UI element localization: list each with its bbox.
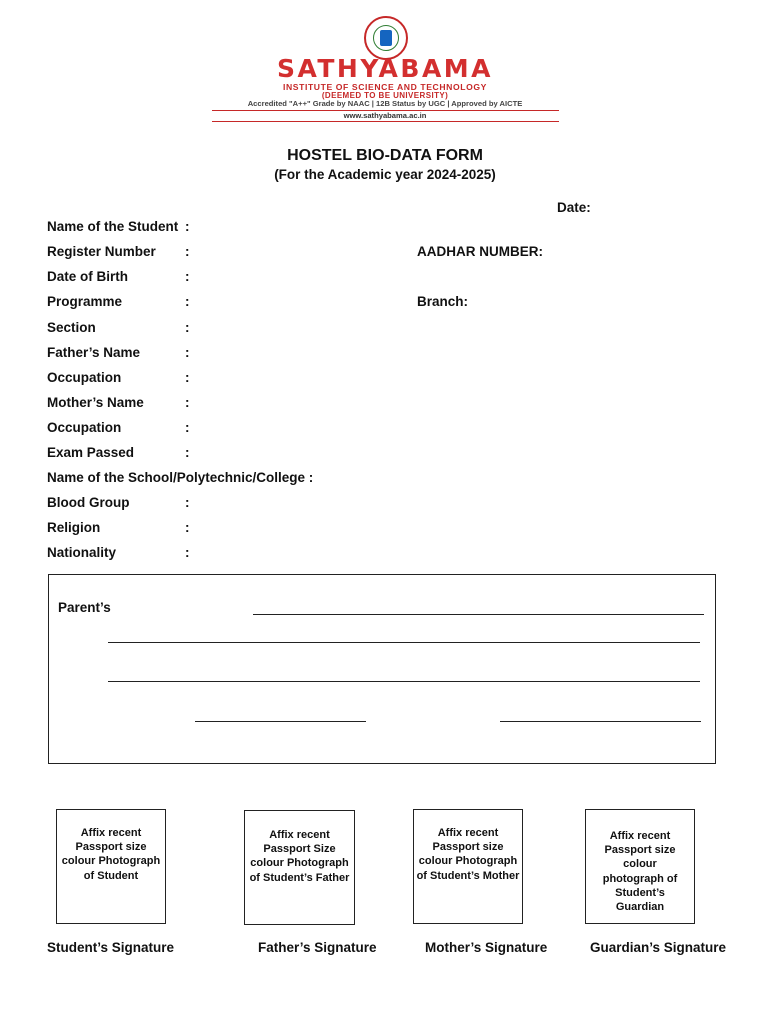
field-colon: : <box>185 545 190 560</box>
field-colon: : <box>185 345 190 360</box>
field-colon: : <box>185 495 190 510</box>
website-link[interactable]: www.sathyabama.ac.in <box>343 111 427 120</box>
form-subtitle: (For the Academic year 2024-2025) <box>274 167 496 182</box>
parent-line-1[interactable] <box>253 614 704 615</box>
parent-line-3[interactable] <box>108 681 700 682</box>
field-label-school-college: Name of the School/Polytechnic/College : <box>47 470 314 485</box>
field-colon: : <box>185 294 190 309</box>
photo-box-mother <box>413 809 523 924</box>
field-label-father-occupation: Occupation <box>47 370 122 385</box>
guardian-signature-label: Guardian’s Signature <box>590 940 727 955</box>
photo-box-guardian-text: Affix recent Passport size colour photograph of Student’s Guardian <box>602 830 678 914</box>
field-label-branch: Branch: <box>417 294 469 309</box>
field-label-nationality: Nationality <box>47 545 117 560</box>
field-label-date-of-birth: Date of Birth <box>47 269 128 284</box>
mother-signature-label: Mother’s Signature <box>425 940 548 955</box>
field-label-aadhar-number: AADHAR NUMBER: <box>417 244 543 259</box>
parent-line-2[interactable] <box>108 642 700 643</box>
field-label-blood-group: Blood Group <box>47 495 130 510</box>
field-colon: : <box>185 244 190 259</box>
header-divider-bottom <box>212 121 559 122</box>
field-colon: : <box>185 445 190 460</box>
photo-box-student <box>56 809 166 924</box>
parent-details-box <box>48 574 716 764</box>
photo-box-father <box>244 810 355 925</box>
field-label-mother-name: Mother’s Name <box>47 395 144 410</box>
deemed-university-tagline: (DEEMED TO BE UNIVERSITY) <box>321 91 449 100</box>
date-field-label: Date: <box>557 200 591 215</box>
parent-line-4-left[interactable] <box>195 721 366 722</box>
photo-box-father-text: Affix recent Passport Size colour Photograph of Student’s Father <box>249 829 350 884</box>
form-title: HOSTEL BIO-DATA FORM <box>287 147 483 164</box>
field-label-register-number: Register Number <box>47 244 156 259</box>
field-colon: : <box>185 420 190 435</box>
field-colon: : <box>185 520 190 535</box>
field-colon: : <box>185 269 190 284</box>
field-label-mother-occupation: Occupation <box>47 420 122 435</box>
field-colon: : <box>185 320 190 335</box>
photo-box-student-text: Affix recent Passport size colour Photograph of Student <box>61 827 161 882</box>
father-signature-label: Father’s Signature <box>258 940 377 955</box>
accreditation-line: Accredited "A++" Grade by NAAC | 12B Status by UGC | Approved by AICTE <box>247 99 523 108</box>
field-label-programme: Programme <box>47 294 123 309</box>
parent-line-4-right[interactable] <box>500 721 701 722</box>
field-colon: : <box>185 219 190 234</box>
institute-name: INSTITUTE OF SCIENCE AND TECHNOLOGY <box>282 82 488 92</box>
field-label-student-name: Name of the Student <box>47 219 179 234</box>
field-label-religion: Religion <box>47 520 101 535</box>
photo-box-guardian <box>585 809 695 924</box>
parent-details-label: Parent’s <box>58 600 111 615</box>
field-label-section: Section <box>47 320 96 335</box>
field-label-father-name: Father’s Name <box>47 345 141 360</box>
field-colon: : <box>185 370 190 385</box>
field-colon: : <box>185 395 190 410</box>
field-label-exam-passed: Exam Passed <box>47 445 135 460</box>
university-brand-name: SATHYABAMA <box>276 54 494 83</box>
student-signature-label: Student’s Signature <box>47 940 175 955</box>
photo-box-mother-text: Affix recent Passport size colour Photograph of Student’s Mother <box>416 827 520 882</box>
